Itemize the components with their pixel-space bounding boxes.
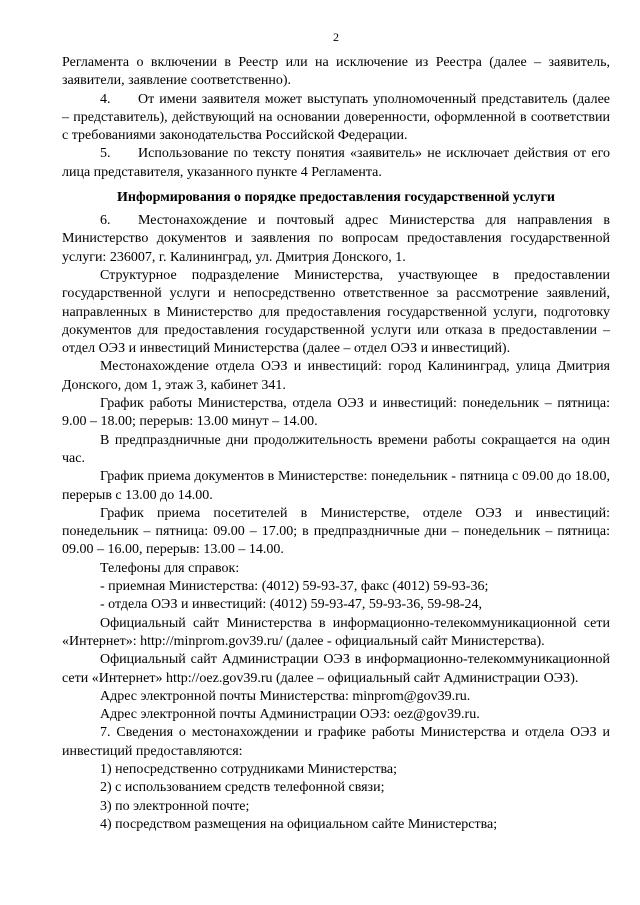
paragraph-oez-site: Официальный сайт Администрации ОЭЗ в информационно-телекоммуникационной сети «Интернет» http://oez.gov39.ru (далее – официальный сайт Администрации ОЭЗ). <box>62 652 610 686</box>
paragraph-6-text: Местонахождение и почтовый адрес Министерства для направления в Министерство документов и заявления по вопросам предоставления государственной услуги: 236007, г. Калининград, ул. Дмитрия Донского, 1. <box>62 213 610 265</box>
paragraph-ministry-email: Адрес электронной почты Министерства: minprom@gov39.ru. <box>100 688 471 704</box>
list-item-number: 1) <box>100 761 112 777</box>
list-item <box>62 761 610 779</box>
paragraph-7 <box>62 724 610 761</box>
paragraph-7-text: Сведения о местонахождении и графике работы Министерства и отдела ОЭЗ и инвестиций предоставляются: <box>62 725 610 759</box>
list-item-text: с использованием средств телефонной связи; <box>115 780 385 796</box>
list-item <box>62 779 610 797</box>
paragraph-4 <box>62 91 610 146</box>
list-item <box>62 816 610 834</box>
list-item-number: 3) <box>100 798 112 814</box>
paragraph-structural-unit: Структурное подразделение Министерства, участвующее в предоставлении государственной услуги и непосредственно ответственное за рассмотрение заявлений, направленных в Министерство для предоставления государственной услуги, подготовку документов для предоставления государственной услуги или отказа в предоставлении – отдел ОЭЗ и инвестиций Министерства (далее – отдел ОЭЗ и инвестиций). <box>62 267 610 357</box>
paragraph-visitor-schedule: График приема посетителей в Министерстве, отделе ОЭЗ и инвестиций: понедельник – пятница: 09.00 – 17.00; в предпраздничные дни – понедельник – пятница: 09.00 – 16.00, перерыв: 13.00 – 14.00. <box>62 505 610 558</box>
paragraph-phone-reception: - приемная Министерства: (4012) 59-93-37, факс (4012) 59-93-36; <box>100 579 489 595</box>
paragraph-4-text: От имени заявителя может выступать уполномоченный представитель (далее – представитель), действующий на основании доверенности, оформленной в соответствии с требованиями законодательства Российской Федерации. <box>62 91 610 144</box>
paragraph-document-schedule: График приема документов в Министерстве: понедельник - пятница с 09.00 до 18.00, перерыв с 13.00 до 14.00. <box>62 469 610 503</box>
list-item-number: 4) <box>100 816 112 832</box>
list-item-text: посредством размещения на официальном сайте Министерства; <box>115 816 498 832</box>
section-heading: Информирования о порядке предоставления государственной услуги <box>117 190 555 206</box>
paragraph-6 <box>62 212 610 267</box>
list-item-text: непосредственно сотрудниками Министерства; <box>115 761 397 777</box>
paragraph-5 <box>62 145 610 182</box>
paragraph-phone-department: - отдела ОЭЗ и инвестиций: (4012) 59-93-47, 59-93-36, 59-98-24, <box>100 597 483 613</box>
paragraph-work-schedule: График работы Министерства, отдела ОЭЗ и инвестиций: понедельник – пятница: 9.00 – 18.00; перерыв: 13.00 минут – 14.00. <box>62 396 610 430</box>
clause-number-5: 5. <box>100 146 111 162</box>
paragraph-oez-email: Адрес электронной почты Администрации ОЭЗ: oez@gov39.ru. <box>100 707 480 723</box>
list-item-number: 2) <box>100 780 112 796</box>
paragraph-5-text: Использование по тексту понятия «заявитель» не исключает действия от его лица представителя, указанного пункте 4 Регламента. <box>62 146 610 180</box>
paragraph-department-location: Местонахождение отдела ОЭЗ и инвестиций: город Калининград, улица Дмитрия Донского, дом 1, этаж 3, кабинет 341. <box>62 359 610 393</box>
paragraph-ministry-site: Официальный сайт Министерства в информационно-телекоммуникационной сети «Интернет»: http://minprom.gov39.ru/ (далее - официальный сайт Министерства). <box>62 615 610 649</box>
clause-number-7: 7. <box>100 725 111 741</box>
document-page <box>62 28 610 834</box>
clause-number-6: 6. <box>100 213 111 229</box>
paragraph-continuation: Регламента о включении в Реестр или на исключение из Реестра (далее – заявитель, заявители, заявление соответственно). <box>62 55 610 89</box>
list-item-text: по электронной почте; <box>115 798 250 814</box>
list-item <box>62 798 610 816</box>
paragraph-preholiday: В предпраздничные дни продолжительность времени работы сокращается на один час. <box>62 432 610 466</box>
clause-number-4: 4. <box>100 91 111 107</box>
page-number: 2 <box>333 30 339 44</box>
paragraph-phones-title: Телефоны для справок: <box>100 560 240 576</box>
